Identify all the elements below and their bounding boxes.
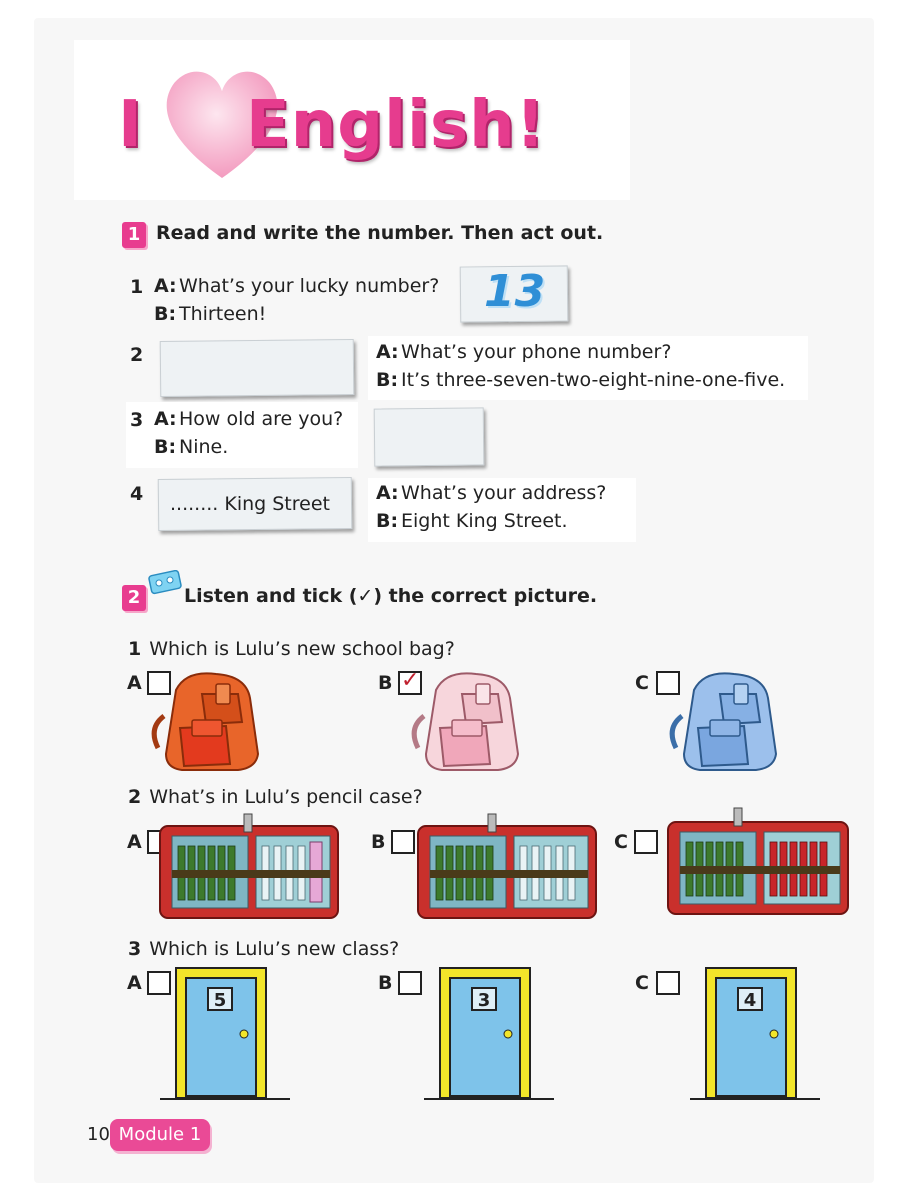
q2-option-a-label: A (127, 831, 142, 853)
q3-option-a-label: A (127, 972, 142, 994)
item-1-answer: Thirteen! (179, 303, 267, 325)
item-3-answer: Nine. (179, 436, 229, 458)
item-2-number: 2 (130, 344, 144, 366)
question-3-number: 3 (128, 938, 142, 960)
page-title: English! (246, 88, 546, 162)
speaker-a-label: A: (154, 408, 177, 430)
school-bag-blue-image (664, 668, 790, 776)
item-4-question: What’s your address? (401, 482, 607, 504)
cassette-icon (148, 570, 184, 596)
door-3-image (424, 966, 554, 1102)
pencil-case-b-image (414, 812, 600, 924)
speaker-a-label: A: (376, 482, 399, 504)
speaker-b-label: B: (154, 436, 177, 458)
exercise-2-instruction: Listen and tick (✓) the correct picture. (184, 585, 598, 607)
page-number: 10 (87, 1124, 110, 1145)
question-2-number: 2 (128, 786, 142, 808)
door-4-number: 4 (743, 990, 757, 1011)
tick-mark-icon: ✓ (401, 668, 420, 693)
school-bag-pink-image (406, 668, 532, 776)
school-bag-orange-image (146, 668, 272, 776)
q3-option-b-label: B (378, 972, 393, 994)
item-2-question: What’s your phone number? (401, 341, 672, 363)
module-tab: Module 1 (110, 1119, 210, 1151)
q2-option-b-label: B (371, 831, 386, 853)
item-4-number: 4 (130, 483, 144, 505)
door-3-number: 3 (477, 990, 491, 1011)
answer-box-3[interactable] (374, 407, 485, 466)
q1-option-c-label: C (635, 672, 649, 694)
item-3-number: 3 (130, 409, 144, 431)
speaker-a-label: A: (154, 275, 177, 297)
question-1 (128, 638, 455, 660)
speaker-b-label: B: (376, 510, 399, 532)
question-1-text: Which is Lulu’s new school bag? (149, 638, 455, 660)
answer-box-2[interactable] (160, 339, 355, 397)
pencil-case-a-image (156, 812, 342, 924)
answer-box-4-text: ........ King Street (170, 493, 330, 515)
speaker-b-label: B: (154, 303, 177, 325)
q2-option-c-checkbox[interactable] (634, 830, 658, 854)
question-2 (128, 786, 423, 808)
item-3-dialogue (154, 405, 343, 461)
question-2-text: What’s in Lulu’s pencil case? (149, 786, 423, 808)
question-3-text: Which is Lulu’s new class? (149, 938, 400, 960)
item-4-answer: Eight King Street. (401, 510, 568, 532)
question-3 (128, 938, 399, 960)
pencil-case-c-image (664, 806, 854, 920)
door-5-number: 5 (213, 990, 227, 1011)
answer-box-1-value: 13 (484, 266, 546, 317)
exercise-1-badge: 1 (122, 222, 146, 248)
item-3-question: How old are you? (179, 408, 344, 430)
q1-option-b-label: B (378, 672, 393, 694)
item-1-number: 1 (130, 276, 144, 298)
speaker-b-label: B: (376, 369, 399, 391)
item-2-dialogue (376, 338, 785, 394)
question-1-number: 1 (128, 638, 142, 660)
speaker-a-label: A: (376, 341, 399, 363)
q3-option-b-checkbox[interactable] (398, 971, 422, 995)
q2-option-b-checkbox[interactable] (391, 830, 415, 854)
q3-option-c-label: C (635, 972, 649, 994)
title-prefix: I (118, 88, 143, 162)
exercise-2-badge: 2 (122, 585, 146, 611)
item-2-answer: It’s three-seven-two-eight-nine-one-five. (401, 369, 786, 391)
q3-option-c-checkbox[interactable] (656, 971, 680, 995)
door-5-image (160, 966, 290, 1102)
q2-option-c-label: C (614, 831, 628, 853)
item-4-dialogue (376, 479, 606, 535)
q1-option-a-label: A (127, 672, 142, 694)
door-4-image (690, 966, 820, 1102)
item-1-dialogue (154, 272, 439, 328)
exercise-1-instruction: Read and write the number. Then act out. (156, 222, 604, 244)
item-1-question: What’s your lucky number? (179, 275, 440, 297)
